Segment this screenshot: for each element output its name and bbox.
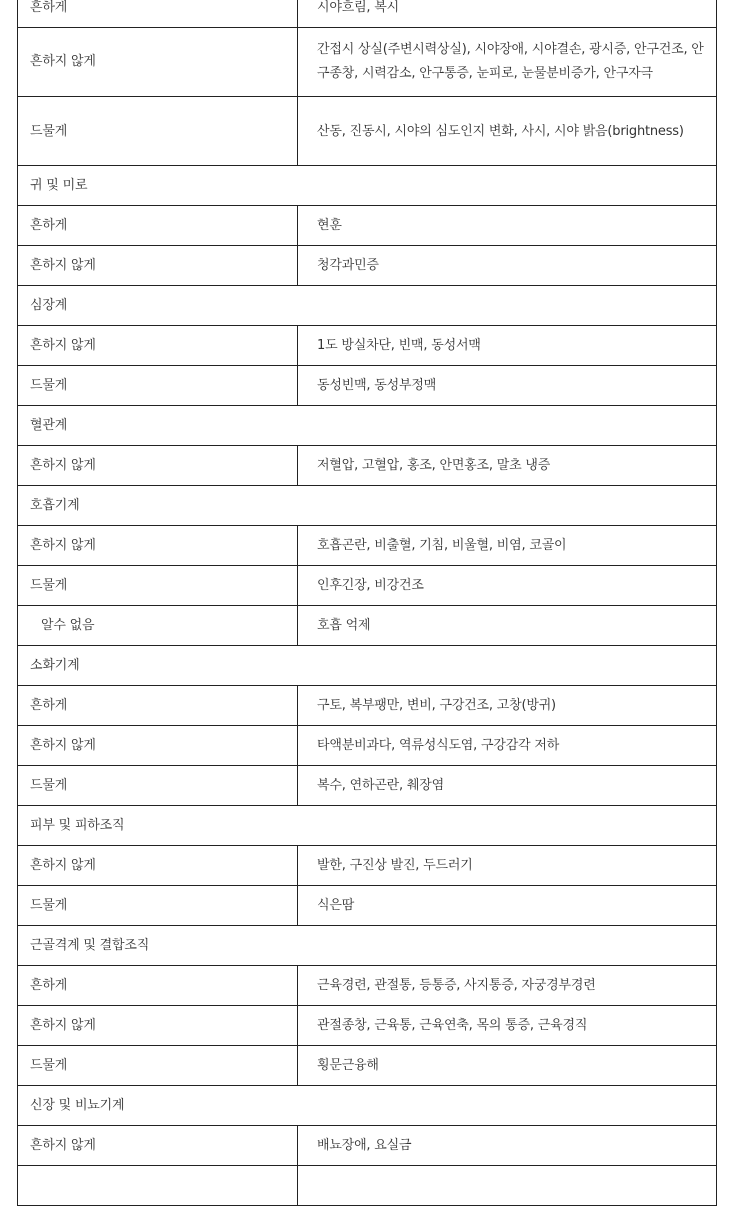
- table-row: [18, 1046, 717, 1086]
- frequency-cell: 드물게: [18, 566, 298, 606]
- events-cell: 1도 방실차단, 빈맥, 동성서맥: [298, 326, 717, 366]
- section-row: [18, 486, 717, 526]
- table-row: [18, 1006, 717, 1046]
- events-cell: 근육경련, 관절통, 등통증, 사지통증, 자궁경부경련: [298, 966, 717, 1006]
- frequency-cell: 흔하지 않게: [18, 446, 298, 486]
- frequency-cell: 흔하지 않게: [18, 726, 298, 766]
- table-row: [18, 446, 717, 486]
- frequency-cell: 드물게: [18, 1046, 298, 1086]
- frequency-cell: 흔하지 않게: [18, 1006, 298, 1046]
- events-cell: 인후긴장, 비강건조: [298, 566, 717, 606]
- section-row: [18, 806, 717, 846]
- frequency-cell: 흔하지 않게: [18, 526, 298, 566]
- table-row: [18, 566, 717, 606]
- frequency-cell: 알수 없음: [18, 606, 298, 646]
- events-cell: 복수, 연하곤란, 췌장염: [298, 766, 717, 806]
- section-row: [18, 286, 717, 326]
- frequency-cell: 흔하지 않게: [18, 1126, 298, 1166]
- frequency-cell: 흔하게: [18, 206, 298, 246]
- adverse-reactions-table: [17, 0, 717, 1206]
- section-heading: 심장계: [18, 286, 717, 326]
- section-heading: 신장 및 비뇨기계: [18, 1086, 717, 1126]
- table-row: [18, 726, 717, 766]
- frequency-cell: 드물게: [18, 766, 298, 806]
- frequency-cell: 흔하지 않게: [18, 28, 298, 97]
- table-row: [18, 526, 717, 566]
- frequency-cell: 흔하게: [18, 686, 298, 726]
- events-cell: 호흡곤란, 비출혈, 기침, 비울혈, 비염, 코골이: [298, 526, 717, 566]
- table-row: [18, 686, 717, 726]
- frequency-cell: 드물게: [18, 366, 298, 406]
- events-cell: 횡문근융해: [298, 1046, 717, 1086]
- events-cell: 관절종창, 근육통, 근육연축, 목의 통증, 근육경직: [298, 1006, 717, 1046]
- section-heading: 피부 및 피하조직: [18, 806, 717, 846]
- section-row: [18, 1086, 717, 1126]
- table-row: [18, 766, 717, 806]
- table-row: [18, 28, 717, 97]
- table-row: [18, 366, 717, 406]
- frequency-cell: 흔하지 않게: [18, 846, 298, 886]
- table-row: [18, 886, 717, 926]
- frequency-cell: 흔하지 않게: [18, 246, 298, 286]
- events-cell: [298, 1166, 717, 1206]
- table-body: [18, 0, 717, 1206]
- section-heading: 혈관계: [18, 406, 717, 446]
- events-cell: 저혈압, 고혈압, 홍조, 안면홍조, 말초 냉증: [298, 446, 717, 486]
- section-heading: 근골격계 및 결합조직: [18, 926, 717, 966]
- table-row: [18, 1166, 717, 1206]
- table-row: [18, 326, 717, 366]
- events-cell: 구토, 복부팽만, 변비, 구강건조, 고창(방귀): [298, 686, 717, 726]
- frequency-cell: 흔하게: [18, 0, 298, 28]
- events-cell: 동성빈맥, 동성부정맥: [298, 366, 717, 406]
- events-cell: 발한, 구진상 발진, 두드러기: [298, 846, 717, 886]
- section-heading: 호흡기계: [18, 486, 717, 526]
- frequency-cell: 흔하지 않게: [18, 326, 298, 366]
- section-row: [18, 926, 717, 966]
- table-row: [18, 246, 717, 286]
- section-heading: 소화기계: [18, 646, 717, 686]
- section-heading: 귀 및 미로: [18, 166, 717, 206]
- frequency-cell: 드물게: [18, 886, 298, 926]
- events-cell: 배뇨장애, 요실금: [298, 1126, 717, 1166]
- events-cell: 간접시 상실(주변시력상실), 시야장애, 시야결손, 광시증, 안구건조, 안구종창, 시력감소, 안구통증, 눈피로, 눈물분비증가, 안구자극: [298, 28, 717, 97]
- frequency-cell: 흔하게: [18, 966, 298, 1006]
- events-cell: 시야흐림, 복시: [298, 0, 717, 28]
- events-cell: 호흡 억제: [298, 606, 717, 646]
- events-cell: 식은땀: [298, 886, 717, 926]
- table-row: [18, 0, 717, 28]
- table-row: [18, 846, 717, 886]
- events-cell: 타액분비과다, 역류성식도염, 구강감각 저하: [298, 726, 717, 766]
- frequency-cell: 드물게: [18, 97, 298, 166]
- events-cell: 청각과민증: [298, 246, 717, 286]
- table-row: [18, 966, 717, 1006]
- section-row: [18, 166, 717, 206]
- table-row: [18, 97, 717, 166]
- table-row: [18, 1126, 717, 1166]
- frequency-cell: [18, 1166, 298, 1206]
- section-row: [18, 406, 717, 446]
- table-row: [18, 206, 717, 246]
- section-row: [18, 646, 717, 686]
- events-cell: 현훈: [298, 206, 717, 246]
- events-cell: 산동, 진동시, 시야의 심도인지 변화, 사시, 시야 밝음(brightness): [298, 97, 717, 166]
- table-row: [18, 606, 717, 646]
